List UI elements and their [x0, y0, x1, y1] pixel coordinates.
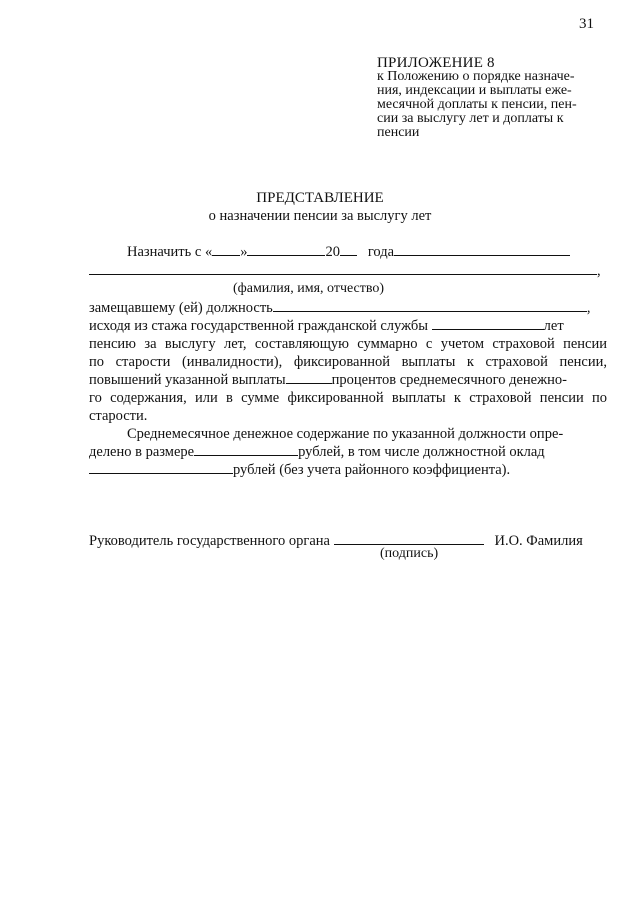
appendix-line: к Положению о порядке назначе- — [377, 69, 575, 84]
appendix-line: ния, индексации и выплаты еже- — [377, 83, 572, 98]
official-salary-blank[interactable] — [89, 461, 233, 474]
document-title: ПРЕДСТАВЛЕНИЕ — [256, 190, 384, 206]
appendix-line: пенсии — [377, 125, 420, 140]
service-unit: лет — [543, 318, 564, 334]
appendix-line: сии за выслугу лет и доплаты к — [377, 111, 564, 126]
body-line: пенсию за выслугу лет, составляющую суммарно с учетом страховой пенсии — [89, 336, 607, 352]
service-text: исходя из стажа государственной гражданской службы — [89, 318, 429, 334]
signature-blank[interactable] — [334, 532, 484, 545]
salary-mid: рублей, в том числе должностной оклад — [298, 444, 545, 460]
service-line — [89, 317, 564, 335]
position-comma: , — [586, 300, 591, 316]
increase-prefix: повышений указанной выплаты — [89, 372, 286, 388]
quote-close: » — [240, 244, 248, 260]
assign-date-tail-blank[interactable] — [394, 243, 570, 256]
salary-prefix: делено в размере — [89, 444, 195, 460]
day-blank[interactable] — [212, 243, 240, 256]
assign-line — [127, 243, 570, 261]
signature-label: Руководитель государственного органа — [89, 533, 330, 549]
full-name-caption: (фамилия, имя, отчество) — [233, 281, 385, 296]
position-line — [89, 299, 590, 317]
appendix-title: ПРИЛОЖЕНИЕ 8 — [377, 55, 495, 71]
full-name-comma: , — [597, 263, 601, 279]
official-salary-suffix: рублей (без учета районного коэффициента). — [233, 462, 511, 478]
service-years-blank[interactable] — [432, 317, 544, 330]
position-blank[interactable] — [273, 299, 587, 312]
increase-line — [89, 371, 567, 389]
month-blank[interactable] — [247, 243, 325, 256]
appendix-line: месячной доплаты к пенсии, пен- — [377, 97, 577, 112]
full-name-blank[interactable] — [89, 262, 597, 275]
official-salary-line — [89, 461, 510, 479]
document-subtitle: о назначении пенсии за выслугу лет — [208, 208, 432, 224]
year-prefix: 20 — [325, 244, 340, 260]
position-label: замещавшему (ей) должность — [89, 300, 273, 316]
year-blank[interactable] — [340, 243, 357, 256]
signature-name: И.О. Фамилия — [494, 533, 583, 549]
appendix-block — [377, 56, 617, 140]
full-name-line — [89, 262, 601, 280]
signature-line — [89, 532, 583, 550]
salary-amount-blank[interactable] — [194, 443, 298, 456]
assign-prefix: Назначить с « — [127, 244, 213, 260]
salary-line: Среднемесячное денежное содержание по указанной должности опре- — [127, 426, 564, 442]
salary-amount-line — [89, 443, 545, 461]
percent-blank[interactable] — [286, 371, 332, 384]
body-line: старости. — [89, 408, 148, 424]
signature-caption: (подпись) — [380, 546, 439, 561]
year-word: года — [367, 244, 395, 260]
increase-suffix: процентов среднемесячного денежно- — [331, 372, 567, 388]
page-number: 31 — [579, 16, 594, 32]
body-line: по старости (инвалидности), фиксированной выплаты к страховой пенсии, — [89, 354, 607, 370]
body-line: го содержания, или в сумме фиксированной выплаты к страховой пенсии по — [89, 390, 607, 406]
